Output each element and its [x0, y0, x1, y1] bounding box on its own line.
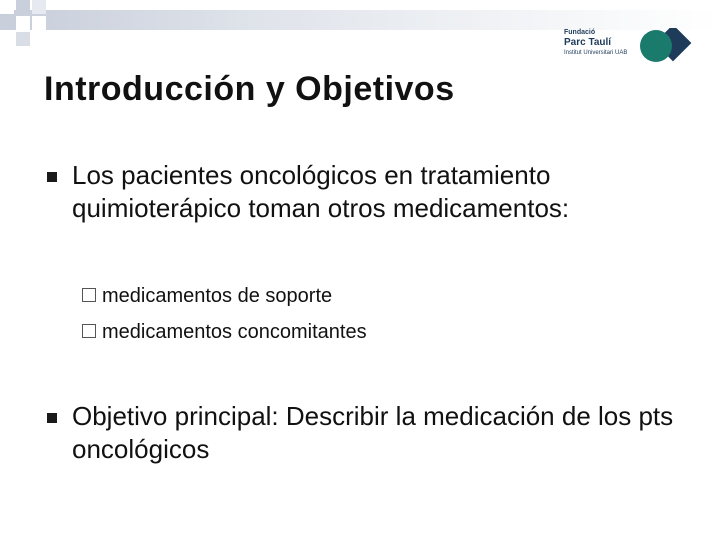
logo-line-1: Fundació — [564, 29, 596, 36]
checkbox-bullet-icon — [82, 288, 96, 302]
slide-title: Introducción y Objetivos — [44, 70, 455, 108]
parc-tauli-logo — [558, 26, 698, 70]
checkbox-bullet-icon — [82, 324, 96, 338]
logo-line-3: Institut Universitari UAB — [564, 50, 628, 56]
bullet-text-2: Objetivo principal: Describir la medicación de los pts oncológicos — [72, 401, 674, 464]
sub-item-2 — [82, 320, 367, 344]
sub-item-1-label: medicamentos de soporte — [102, 285, 333, 307]
sub-item-1 — [82, 284, 332, 308]
logo-line-2: Parc Taulí — [564, 37, 612, 48]
sub-item-2-label: medicamentos concomitantes — [102, 321, 367, 343]
bullet-square-icon — [47, 172, 57, 182]
logo-mark-icon — [636, 28, 692, 64]
bullet-text-1: Los pacientes oncológicos en tratamiento quimioterápico toman otros medicamentos: — [72, 160, 570, 223]
bullet-square-icon — [47, 413, 57, 423]
